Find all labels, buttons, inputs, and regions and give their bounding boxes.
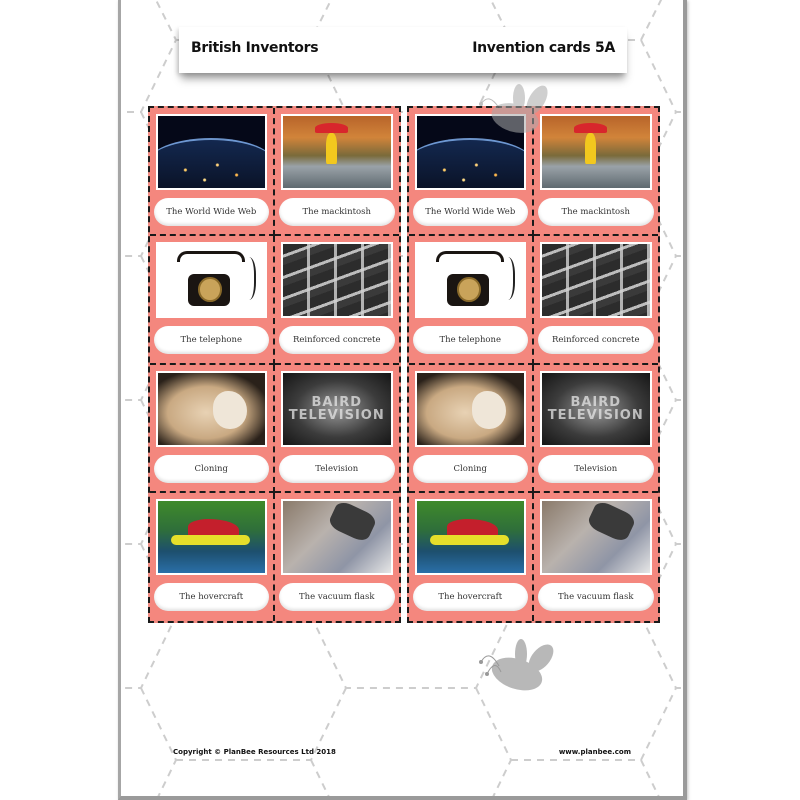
bee-watermark-icon [473,632,563,702]
card-label: The hovercraft [154,583,269,611]
card-label: Cloning [413,455,528,483]
card-label: Television [538,455,655,483]
vacuum-flask-image [281,499,394,575]
invention-card [150,108,275,236]
hovercraft-image [156,499,267,575]
card-label: Television [279,455,396,483]
worksheet-page [118,0,687,800]
telephone-image [415,242,526,318]
invention-card [275,236,400,364]
copyright-text: Copyright © PlanBee Resources Ltd 2018 [173,748,336,756]
worksheet-title: British Inventors [191,40,319,56]
worksheet-subtitle: Invention cards 5A [472,40,615,56]
card-label: The telephone [154,326,269,354]
card-label: The World Wide Web [154,198,269,226]
website-url: www.planbee.com [558,748,631,756]
invention-card [534,236,659,364]
television-image: BAIRD TELEVISION [540,371,653,447]
header-banner [179,27,627,73]
card-sheet-left [148,106,401,623]
card-sheet-right [407,106,660,623]
bee-watermark-icon [471,82,561,142]
card-label: The mackintosh [279,198,396,226]
vacuum-flask-image [540,499,653,575]
invention-card [534,493,659,621]
invention-card [409,493,534,621]
television-image: BAIRD TELEVISION [281,371,394,447]
card-label: The mackintosh [538,198,655,226]
telephone-image [156,242,267,318]
invention-card [275,108,400,236]
card-label: The hovercraft [413,583,528,611]
card-label: The World Wide Web [413,198,528,226]
mackintosh-image [281,114,394,190]
reinforced-concrete-image [281,242,394,318]
invention-card [409,365,534,493]
card-label: Reinforced concrete [279,326,396,354]
invention-card [409,236,534,364]
invention-card [150,493,275,621]
reinforced-concrete-image [540,242,653,318]
invention-card [534,365,659,493]
cloning-sheep-image [415,371,526,447]
invention-card [275,493,400,621]
card-label: The vacuum flask [538,583,655,611]
invention-card [150,365,275,493]
hovercraft-image [415,499,526,575]
card-label: Cloning [154,455,269,483]
world-wide-web-image [156,114,267,190]
invention-card [150,236,275,364]
card-label: The telephone [413,326,528,354]
invention-card [275,365,400,493]
card-label: The vacuum flask [279,583,396,611]
card-label: Reinforced concrete [538,326,655,354]
cloning-sheep-image [156,371,267,447]
